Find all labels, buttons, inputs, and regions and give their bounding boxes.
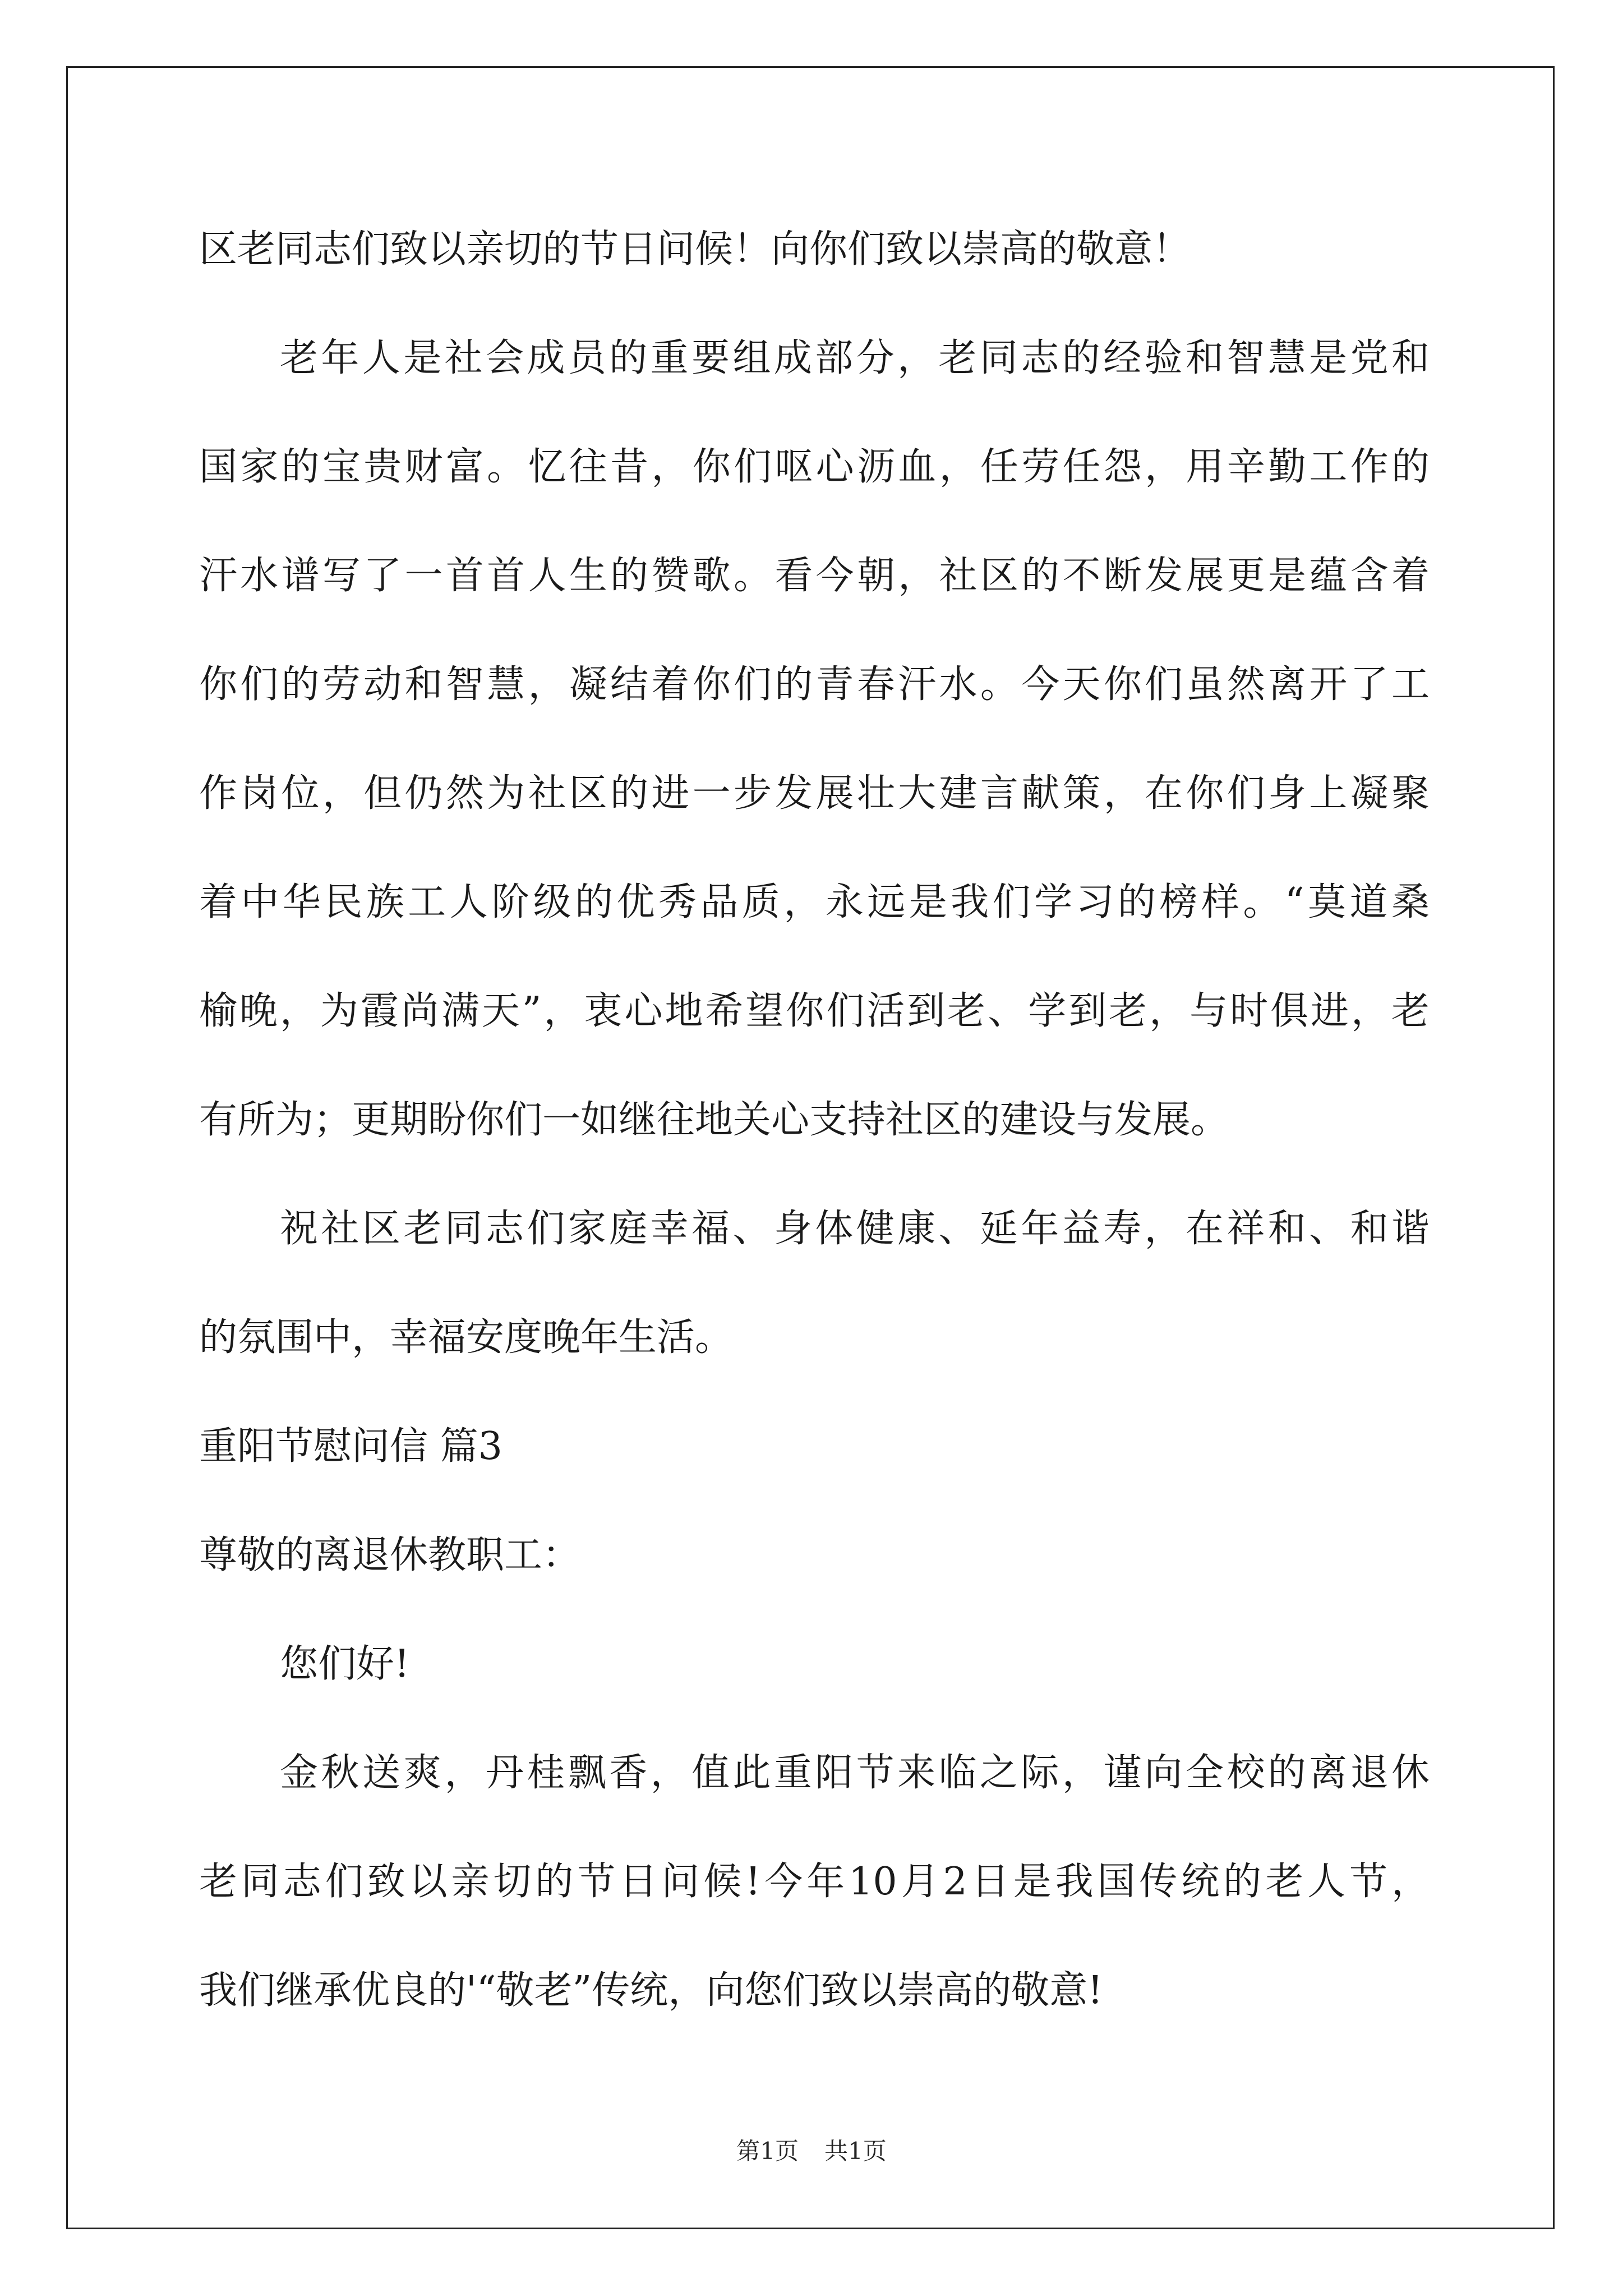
text-line-16: 老同志们致以亲切的节日问候!今年10月2日是我国传统的老人节， <box>199 1860 1430 1904</box>
document-body <box>199 216 1430 2066</box>
text-line-1: 区老同志们致以亲切的节日问候！向你们致以崇高的敬意！ <box>199 227 1191 272</box>
text-line-6: 作岗位，但仍然为社区的进一步发展壮大建言献策，在你们身上凝聚 <box>199 771 1430 816</box>
text-line-15: 金秋送爽，丹桂飘香，值此重阳节来临之际，谨向全校的离退休 <box>280 1751 1430 1795</box>
text-line-9: 有所为；更期盼你们一如继往地关心支持社区的建设与发展。 <box>199 1098 1229 1142</box>
text-line-3: 国家的宝贵财富。忆往昔，你们呕心沥血，任劳任怨，用辛勤工作的 <box>199 445 1430 489</box>
page-number: 第1页 <box>736 2137 799 2165</box>
text-line-4: 汗水谱写了一首首人生的赞歌。看今朝，社区的不断发展更是蕴含着 <box>199 554 1430 598</box>
text-line-2: 老年人是社会成员的重要组成部分，老同志的经验和智慧是党和 <box>280 336 1430 380</box>
greeting: 您们好! <box>280 1642 410 1686</box>
salutation: 尊敬的离退休教职工： <box>199 1533 581 1577</box>
text-line-7: 着中华民族工人阶级的优秀品质，永远是我们学习的榜样。“莫道桑 <box>199 880 1430 924</box>
text-line-5: 你们的劳动和智慧，凝结着你们的青春汗水。今天你们虽然离开了工 <box>199 662 1430 707</box>
page-footer <box>0 2134 1623 2168</box>
text-line-8: 榆晚，为霞尚满天”，衷心地希望你们活到老、学到老，与时俱进，老 <box>199 989 1430 1033</box>
text-line-11: 的氛围中，幸福安度晚年生活。 <box>199 1315 734 1360</box>
section-heading: 重阳节慰问信 篇3 <box>199 1424 502 1469</box>
page-total: 共1页 <box>824 2137 887 2165</box>
text-line-17: 我们继承优良的'“敬老”传统，向您们致以崇高的敬意! <box>199 1968 1103 2013</box>
text-line-10: 祝社区老同志们家庭幸福、身体健康、延年益寿，在祥和、和谐 <box>280 1207 1430 1251</box>
